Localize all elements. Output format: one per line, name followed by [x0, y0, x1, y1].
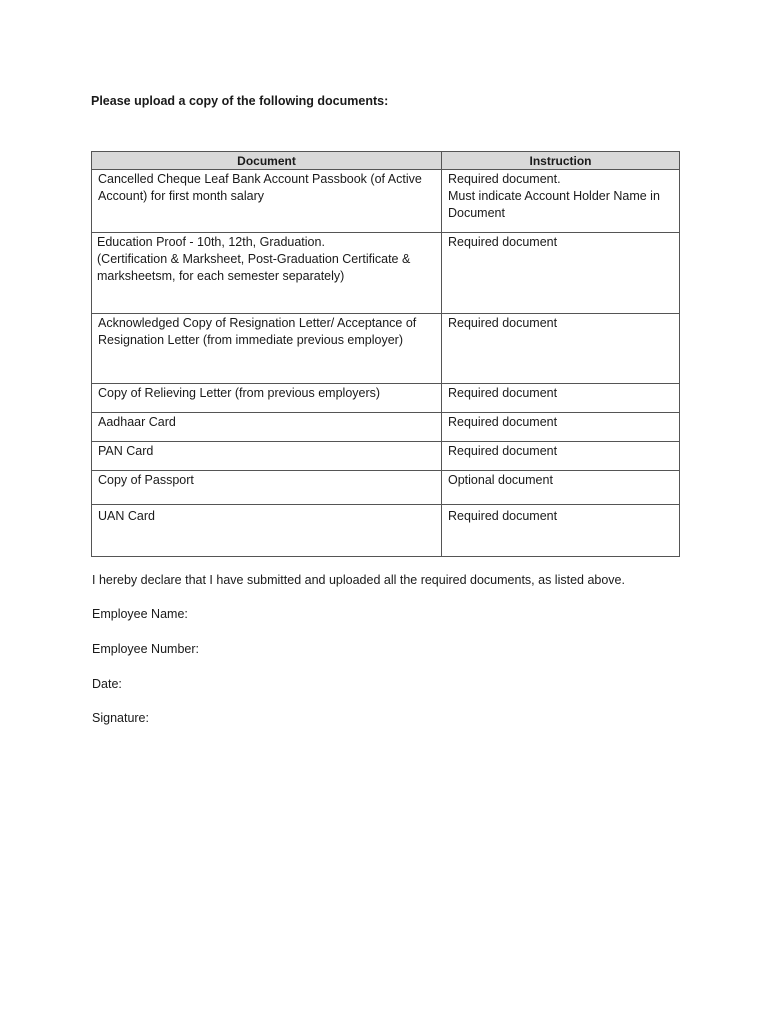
- cell-line: Required document: [448, 509, 558, 523]
- table-row: [92, 505, 680, 557]
- cell-line: Copy of Passport: [98, 473, 194, 487]
- document-cell: [92, 384, 442, 413]
- cell-line: Required document: [448, 235, 558, 249]
- cell-line: Acknowledged Copy of Resignation Letter/ Acceptance of: [98, 316, 417, 330]
- instruction-cell: [442, 413, 680, 442]
- cell-line: Required document: [448, 386, 558, 400]
- cell-line: Required document: [448, 444, 558, 458]
- instruction-cell: [442, 170, 680, 233]
- table-row: [92, 233, 680, 314]
- document-cell: [92, 505, 442, 557]
- cell-line: marksheetsm, for each semester separately): [97, 269, 345, 283]
- cell-line: Document: [448, 206, 505, 220]
- instruction-cell: [442, 314, 680, 384]
- declaration-statement: I hereby declare that I have submitted and uploaded all the required documents, as listed above.: [92, 573, 625, 587]
- cell-line: Copy of Relieving Letter (from previous employers): [98, 386, 381, 400]
- table-row: [92, 413, 680, 442]
- instruction-cell: [442, 505, 680, 557]
- table-row: [92, 170, 680, 233]
- column-header-instruction: Instruction: [442, 152, 680, 170]
- cell-line: Education Proof - 10th, 12th, Graduation.: [97, 235, 325, 249]
- instruction-cell: [442, 471, 680, 505]
- instruction-cell: [442, 442, 680, 471]
- document-cell: [92, 442, 442, 471]
- table-header-row: [92, 152, 680, 170]
- cell-line: Aadhaar Card: [98, 415, 176, 429]
- document-cell: [92, 233, 442, 314]
- page-heading: Please upload a copy of the following documents:: [91, 94, 389, 108]
- instruction-cell: [442, 384, 680, 413]
- cell-line: Account) for first month salary: [98, 189, 265, 203]
- column-header-document: Document: [92, 152, 442, 170]
- employee-number-label: Employee Number:: [92, 642, 199, 656]
- cell-line: Required document: [448, 316, 558, 330]
- document-cell: [92, 314, 442, 384]
- cell-line: PAN Card: [98, 444, 154, 458]
- document-cell: [92, 413, 442, 442]
- cell-line: Must indicate Account Holder Name in: [448, 189, 660, 203]
- cell-line: Required document: [448, 415, 558, 429]
- signature-label: Signature:: [92, 711, 149, 725]
- employee-name-label: Employee Name:: [92, 607, 188, 621]
- cell-line: Required document.: [448, 172, 561, 186]
- table-row: [92, 314, 680, 384]
- table-row: [92, 384, 680, 413]
- date-label: Date:: [92, 677, 122, 691]
- cell-line: Cancelled Cheque Leaf Bank Account Passbook (of Active: [98, 172, 422, 186]
- documents-table: [91, 151, 680, 557]
- document-cell: [92, 170, 442, 233]
- cell-line: Optional document: [448, 473, 553, 487]
- instruction-cell: [442, 233, 680, 314]
- table-row: [92, 471, 680, 505]
- table-row: [92, 442, 680, 471]
- document-cell: [92, 471, 442, 505]
- cell-line: Resignation Letter (from immediate previous employer): [98, 333, 403, 347]
- cell-line: UAN Card: [98, 509, 155, 523]
- cell-line: (Certification & Marksheet, Post-Graduation Certificate &: [97, 252, 411, 266]
